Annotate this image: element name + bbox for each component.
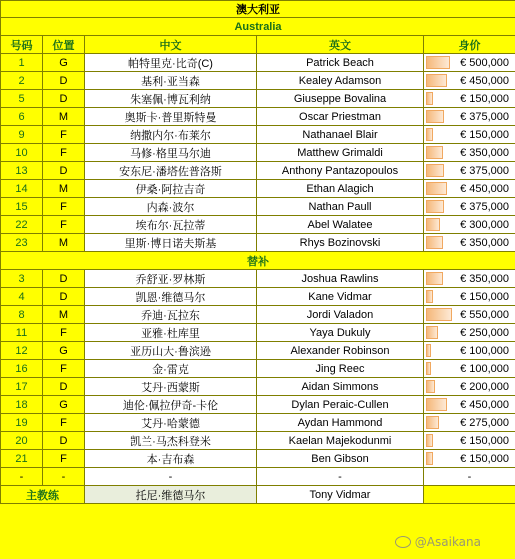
value-bar (426, 74, 447, 87)
watermark (395, 535, 481, 549)
player-name-cn: 亚雅·杜库里 (85, 324, 257, 342)
player-value (424, 432, 515, 450)
player-value-text: € 250,000 (460, 326, 510, 339)
player-value (424, 414, 515, 432)
player-name-en: Aydan Hammond (257, 414, 424, 432)
player-row (1, 180, 515, 198)
player-value (424, 324, 515, 342)
player-number: 17 (1, 378, 43, 396)
player-name-en: Aidan Simmons (257, 378, 424, 396)
player-number: 16 (1, 360, 43, 378)
subs-label: 替补 (1, 252, 515, 270)
value-bar (426, 56, 450, 69)
player-position: M (43, 108, 85, 126)
player-position: F (43, 126, 85, 144)
player-row (1, 306, 515, 324)
player-name-en: Alexander Robinson (257, 342, 424, 360)
coach-blank (424, 486, 515, 504)
player-number: 18 (1, 396, 43, 414)
player-value-text: € 300,000 (460, 218, 510, 231)
player-name-cn: 乔舒亚·罗林斯 (85, 270, 257, 288)
value-bar (426, 398, 447, 411)
value-bar (426, 380, 435, 393)
player-value-text: € 375,000 (460, 110, 510, 123)
value-bar (426, 326, 438, 339)
player-row (1, 360, 515, 378)
dash-pos: - (43, 468, 85, 486)
value-bar (426, 92, 433, 105)
player-name-en: Jordi Valadon (257, 306, 424, 324)
player-row (1, 198, 515, 216)
player-row (1, 342, 515, 360)
player-number: 1 (1, 54, 43, 72)
page-title: 澳大利亚 (1, 1, 515, 18)
value-bar (426, 308, 452, 321)
dash-value: - (424, 468, 515, 486)
player-row (1, 72, 515, 90)
player-row (1, 450, 515, 468)
player-row (1, 144, 515, 162)
player-position: F (43, 198, 85, 216)
value-bar (426, 128, 433, 141)
dash-cn: - (85, 468, 257, 486)
player-position: G (43, 396, 85, 414)
player-position: F (43, 414, 85, 432)
dash-en: - (257, 468, 424, 486)
player-value-text: € 350,000 (460, 146, 510, 159)
player-number: 15 (1, 198, 43, 216)
player-value-text: € 150,000 (460, 92, 510, 105)
player-name-en: Rhys Bozinovski (257, 234, 424, 252)
player-number: 20 (1, 432, 43, 450)
player-row (1, 108, 515, 126)
value-bar (426, 290, 433, 303)
player-name-en: Nathan Paull (257, 198, 424, 216)
player-name-en: Ben Gibson (257, 450, 424, 468)
dash-num: - (1, 468, 43, 486)
player-row (1, 90, 515, 108)
player-position: F (43, 450, 85, 468)
value-bar (426, 110, 444, 123)
coach-en: Tony Vidmar (257, 486, 424, 504)
coach-row (1, 486, 515, 504)
value-bar (426, 452, 433, 465)
player-name-en: Patrick Beach (257, 54, 424, 72)
player-value-text: € 275,000 (460, 416, 510, 429)
value-bar (426, 236, 443, 249)
player-value (424, 396, 515, 414)
player-name-cn: 里斯·博日诺夫斯基 (85, 234, 257, 252)
player-name-en: Yaya Dukuly (257, 324, 424, 342)
player-number: 21 (1, 450, 43, 468)
player-name-en: Kaelan Majekodunmi (257, 432, 424, 450)
player-name-en: Abel Walatee (257, 216, 424, 234)
player-value-text: € 375,000 (460, 200, 510, 213)
player-row (1, 126, 515, 144)
player-number: 9 (1, 126, 43, 144)
player-number: 11 (1, 324, 43, 342)
player-name-cn: 亚历山大·鲁滨逊 (85, 342, 257, 360)
player-row (1, 54, 515, 72)
value-bar (426, 272, 443, 285)
player-value-text: € 150,000 (460, 434, 510, 447)
player-number: 4 (1, 288, 43, 306)
player-name-cn: 凯兰·马杰科登米 (85, 432, 257, 450)
player-value-text: € 200,000 (460, 380, 510, 393)
player-name-en: Anthony Pantazopoulos (257, 162, 424, 180)
player-position: F (43, 144, 85, 162)
player-value (424, 342, 515, 360)
player-name-en: Nathanael Blair (257, 126, 424, 144)
player-name-en: Matthew Grimaldi (257, 144, 424, 162)
player-number: 5 (1, 90, 43, 108)
watermark-text: @Asaikana (414, 535, 481, 549)
player-value-text: € 150,000 (460, 290, 510, 303)
player-name-cn: 朱塞佩·博瓦利纳 (85, 90, 257, 108)
player-value (424, 378, 515, 396)
player-row (1, 270, 515, 288)
player-name-en: Oscar Priestman (257, 108, 424, 126)
player-position: M (43, 306, 85, 324)
player-position: F (43, 360, 85, 378)
player-name-cn: 马修·格里马尔迪 (85, 144, 257, 162)
player-value-text: € 350,000 (460, 272, 510, 285)
subs-section-row (1, 252, 515, 270)
player-name-cn: 本·吉布森 (85, 450, 257, 468)
player-position: F (43, 216, 85, 234)
player-row (1, 324, 515, 342)
player-name-en: Joshua Rawlins (257, 270, 424, 288)
player-name-cn: 金·雷克 (85, 360, 257, 378)
player-position: D (43, 270, 85, 288)
player-position: M (43, 180, 85, 198)
player-value (424, 306, 515, 324)
player-value-text: € 450,000 (460, 182, 510, 195)
weibo-icon (395, 536, 411, 548)
player-name-cn: 安东尼·潘塔佐普洛斯 (85, 162, 257, 180)
value-bar (426, 362, 431, 375)
player-number: 22 (1, 216, 43, 234)
player-value (424, 198, 515, 216)
value-bar (426, 218, 440, 231)
player-name-cn: 内森·波尔 (85, 198, 257, 216)
player-name-en: Giuseppe Bovalina (257, 90, 424, 108)
player-value-text: € 500,000 (460, 56, 510, 69)
player-name-cn: 凯恩·维德马尔 (85, 288, 257, 306)
header-en: 英文 (257, 36, 424, 54)
dash-row (1, 468, 515, 486)
player-value-text: € 100,000 (460, 344, 510, 357)
player-name-cn: 埃布尔·瓦拉蒂 (85, 216, 257, 234)
player-row (1, 216, 515, 234)
value-bar (426, 182, 447, 195)
player-value-text: € 450,000 (460, 74, 510, 87)
player-value (424, 162, 515, 180)
player-number: 2 (1, 72, 43, 90)
player-position: D (43, 378, 85, 396)
coach-label: 主教练 (1, 486, 85, 504)
player-name-cn: 奥斯卡·普里斯特曼 (85, 108, 257, 126)
player-value-text: € 150,000 (460, 128, 510, 141)
header-num: 号码 (1, 36, 43, 54)
player-name-en: Ethan Alagich (257, 180, 424, 198)
player-value (424, 450, 515, 468)
player-value-text: € 350,000 (460, 236, 510, 249)
player-position: M (43, 234, 85, 252)
team-name: Australia (1, 18, 515, 36)
player-number: 6 (1, 108, 43, 126)
player-value-text: € 550,000 (460, 308, 510, 321)
player-position: D (43, 162, 85, 180)
team-row (1, 18, 515, 36)
header-pos: 位置 (43, 36, 85, 54)
player-value (424, 180, 515, 198)
player-position: G (43, 342, 85, 360)
player-value-text: € 100,000 (460, 362, 510, 375)
player-number: 14 (1, 180, 43, 198)
player-value (424, 144, 515, 162)
player-name-cn: 帕特里克·比奇(C) (85, 54, 257, 72)
player-row (1, 396, 515, 414)
player-value (424, 360, 515, 378)
player-value (424, 72, 515, 90)
player-value-text: € 150,000 (460, 452, 510, 465)
player-name-cn: 伊桑·阿拉吉奇 (85, 180, 257, 198)
player-value-text: € 375,000 (460, 164, 510, 177)
player-row (1, 234, 515, 252)
player-name-en: Dylan Peraic-Cullen (257, 396, 424, 414)
player-name-en: Kane Vidmar (257, 288, 424, 306)
player-name-cn: 艾丹·西蒙斯 (85, 378, 257, 396)
player-position: D (43, 432, 85, 450)
player-row (1, 414, 515, 432)
value-bar (426, 434, 433, 447)
player-name-cn: 纳撒内尔·布莱尔 (85, 126, 257, 144)
title-row (1, 1, 515, 18)
player-number: 23 (1, 234, 43, 252)
header-value: 身价 (424, 36, 515, 54)
player-position: F (43, 324, 85, 342)
player-number: 3 (1, 270, 43, 288)
player-number: 19 (1, 414, 43, 432)
player-position: D (43, 90, 85, 108)
player-position: G (43, 54, 85, 72)
player-position: D (43, 72, 85, 90)
header-row (1, 36, 515, 54)
player-value (424, 108, 515, 126)
player-number: 13 (1, 162, 43, 180)
player-value (424, 234, 515, 252)
player-row (1, 378, 515, 396)
player-value (424, 54, 515, 72)
player-name-en: Jing Reec (257, 360, 424, 378)
value-bar (426, 416, 439, 429)
player-number: 10 (1, 144, 43, 162)
player-value (424, 126, 515, 144)
player-name-en: Kealey Adamson (257, 72, 424, 90)
player-row (1, 288, 515, 306)
player-row (1, 162, 515, 180)
player-name-cn: 迪伦·佩拉伊奇-卡伦 (85, 396, 257, 414)
player-name-cn: 基利·亚当森 (85, 72, 257, 90)
player-value (424, 90, 515, 108)
header-cn: 中文 (85, 36, 257, 54)
player-value (424, 288, 515, 306)
player-position: D (43, 288, 85, 306)
coach-cn: 托尼·维德马尔 (85, 486, 257, 504)
value-bar (426, 200, 444, 213)
value-bar (426, 146, 443, 159)
player-number: 8 (1, 306, 43, 324)
player-row (1, 432, 515, 450)
player-number: 12 (1, 342, 43, 360)
player-name-cn: 乔迪·瓦拉东 (85, 306, 257, 324)
player-value (424, 270, 515, 288)
player-value (424, 216, 515, 234)
player-name-cn: 艾丹·哈蒙德 (85, 414, 257, 432)
player-value-text: € 450,000 (460, 398, 510, 411)
value-bar (426, 344, 431, 357)
value-bar (426, 164, 444, 177)
